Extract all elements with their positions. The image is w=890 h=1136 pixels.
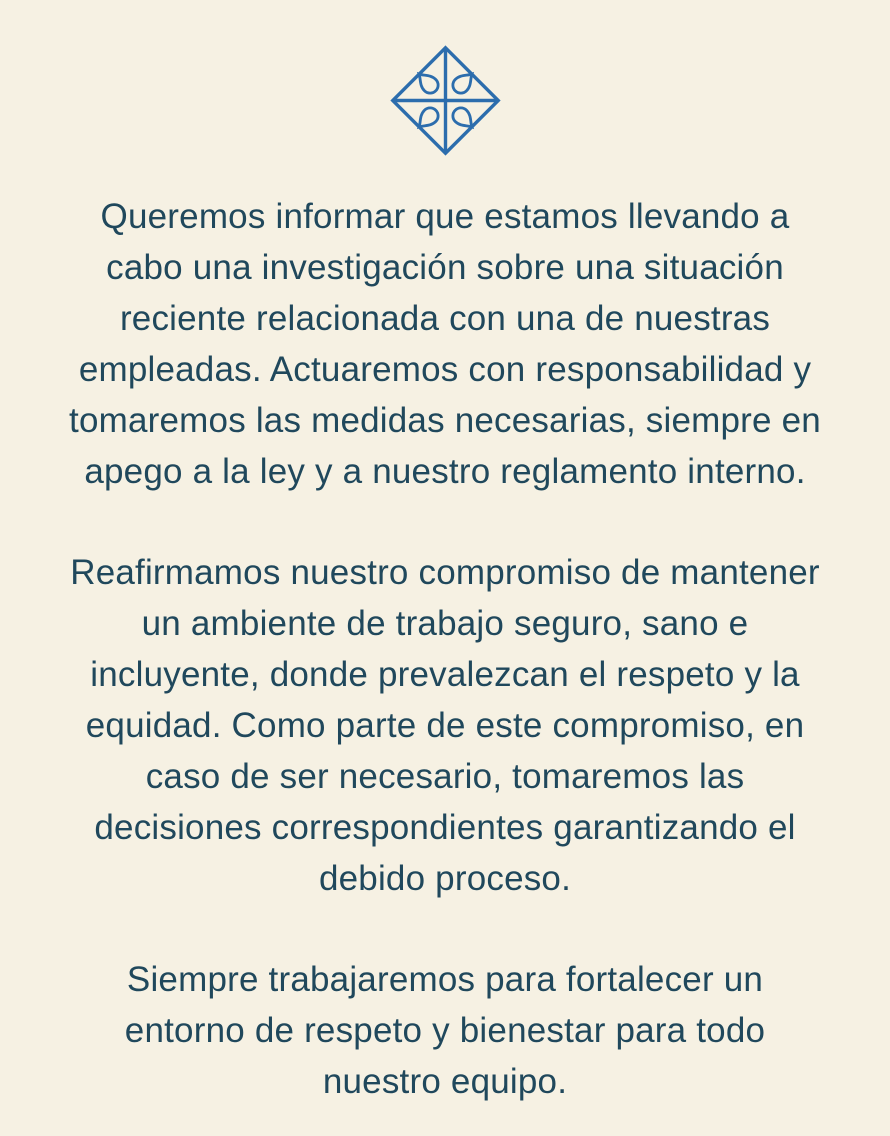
text-line: Siempre trabajaremos para fortalecer un — [126, 960, 764, 999]
text-line: nuestro equipo. — [322, 1062, 568, 1101]
announcement-paragraph-3 — [40, 954, 850, 1107]
petal-bottom-right — [449, 105, 477, 133]
text-line: debido proceso. — [318, 859, 572, 898]
logo-container — [0, 0, 890, 157]
text-line: Reafirmamos nuestro compromiso de mantener — [70, 553, 820, 592]
text-line: apego a la ley y a nuestro reglamento interno. — [84, 452, 806, 491]
text-line: entorno de respeto y bienestar para todo — [124, 1011, 766, 1050]
text-line: un ambiente de trabajo seguro, sano e — [141, 604, 749, 643]
text-line: reciente relacionada con una de nuestras — [119, 299, 771, 338]
announcement-paragraph-2 — [40, 547, 850, 904]
text-line: caso de ser necesario, tomaremos las — [145, 757, 745, 796]
petal-bottom-left — [413, 105, 441, 133]
text-line: cabo una investigación sobre una situación — [106, 248, 784, 287]
text-line: decisiones correspondientes garantizando el — [94, 808, 796, 847]
diamond-petal-logo-icon — [389, 44, 502, 157]
text-line: Queremos informar que estamos llevando a — [100, 197, 790, 236]
text-line: incluyente, donde prevalezcan el respeto y la — [90, 655, 800, 694]
text-line: empleadas. Actuaremos con responsabilidad y — [78, 350, 812, 389]
text-line: equidad. Como parte de este compromiso, en — [85, 706, 805, 745]
petal-top-left — [413, 68, 441, 96]
text-line: tomaremos las medidas necesarias, siempre en — [69, 401, 821, 440]
announcement-paragraph-1 — [40, 191, 850, 497]
announcement-text — [40, 191, 850, 1107]
petal-top-right — [449, 68, 477, 96]
